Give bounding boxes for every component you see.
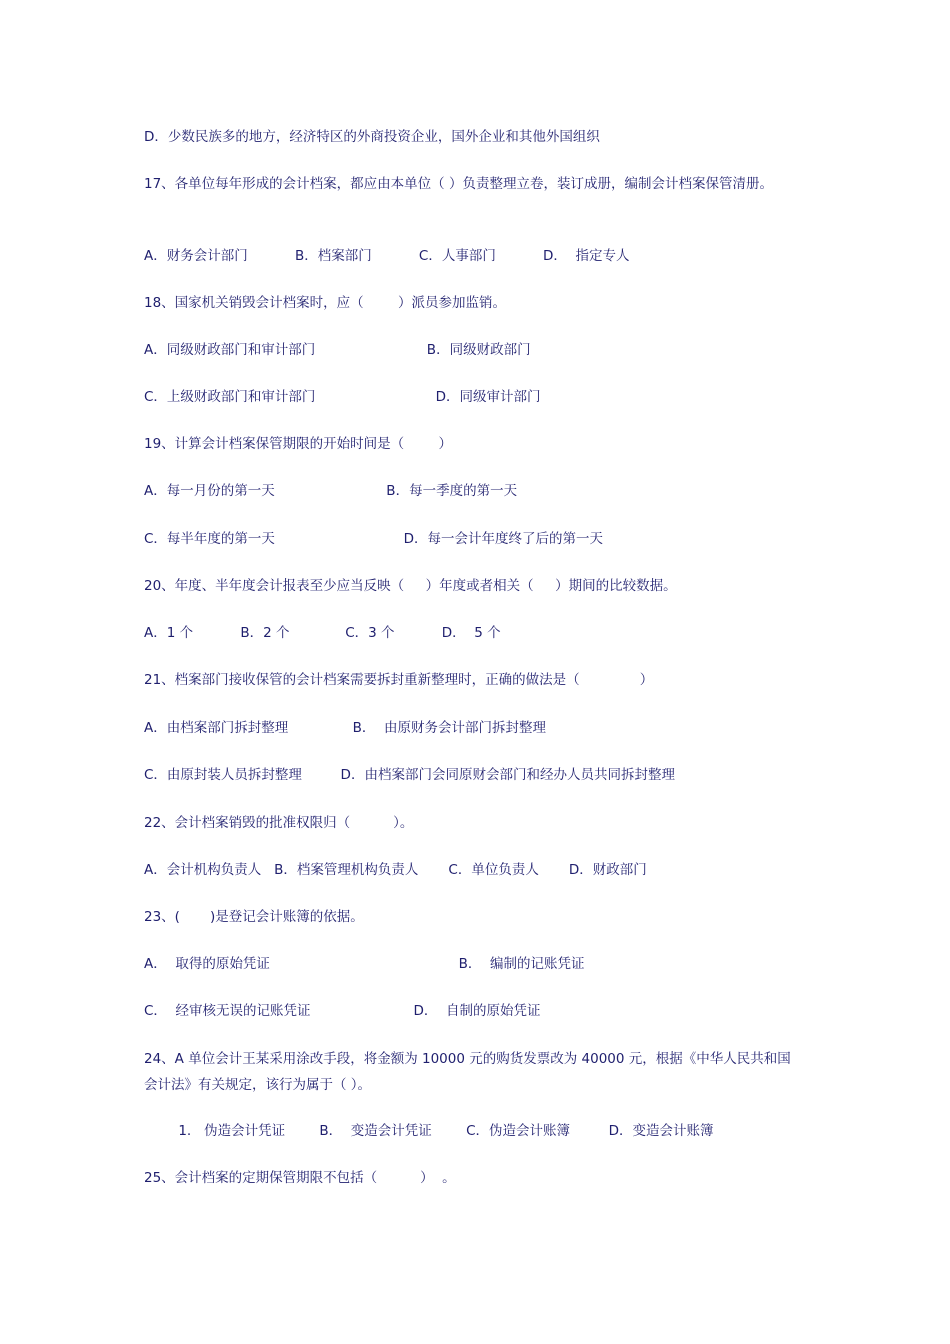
question-18: 18、国家机关销毁会计档案时，应（ ）派员参加监销。 bbox=[144, 295, 507, 311]
options-23-cd: C． 经审核无误的记账凭证 D． 自制的原始凭证 bbox=[144, 1003, 541, 1019]
options-20: A．1 个 B．2 个 C．3 个 D． 5 个 bbox=[144, 625, 501, 641]
options-18-cd: C．上级财政部门和审计部门 D．同级审计部门 bbox=[144, 389, 541, 405]
question-20: 20、年度、半年度会计报表至少应当反映（ ）年度或者相关（ ）期间的比较数据。 bbox=[144, 578, 677, 594]
option-line-16d: D．少数民族多的地方，经济特区的外商投资企业，国外企业和其他外国组织 bbox=[144, 129, 600, 145]
options-22: A．会计机构负责人 B．档案管理机构负责人 C．单位负责人 D．财政部门 bbox=[144, 862, 647, 878]
question-19: 19、计算会计档案保管期限的开始时间是（ ） bbox=[144, 436, 453, 452]
question-21: 21、档案部门接收保管的会计档案需要拆封重新整理时，正确的做法是（ ） bbox=[144, 672, 654, 688]
options-18-ab: A．同级财政部门和审计部门 B．同级财政部门 bbox=[144, 342, 531, 358]
question-24: 24、A 单位会计王某采用涂改手段，将金额为 10000 元的购货发票改为 40000 元，根据《中华人民共和国会计法》有关规定，该行为属于（ ）。 bbox=[144, 1051, 791, 1093]
options-24: 1. 伪造会计凭证 B． 变造会计凭证 C．伪造会计账簿 D．变造会计账簿 bbox=[144, 1123, 714, 1139]
options-19-ab: A．每一月份的第一天 B．每一季度的第一天 bbox=[144, 483, 518, 499]
question-17: 17、各单位每年形成的会计档案，都应由本单位（ ）负责整理立卷，装订成册，编制会计档案保管清册。 bbox=[144, 176, 773, 192]
question-23: 23、( )是登记会计账簿的依据。 bbox=[144, 909, 364, 925]
question-25: 25、会计档案的定期保管期限不包括（ ） 。 bbox=[144, 1170, 456, 1186]
options-19-cd: C．每半年度的第一天 D．每一会计年度终了后的第一天 bbox=[144, 531, 604, 547]
options-21-ab: A．由档案部门拆封整理 B． 由原财务会计部门拆封整理 bbox=[144, 720, 546, 736]
options-23-ab: A． 取得的原始凭证 B． 编制的记账凭证 bbox=[144, 956, 585, 972]
options-21-cd: C．由原封装人员拆封整理 D．由档案部门会同原财会部门和经办人员共同拆封整理 bbox=[144, 767, 675, 783]
question-22: 22、会计档案销毁的批准权限归（ ）。 bbox=[144, 815, 414, 831]
options-17: A．财务会计部门 B．档案部门 C．人事部门 D． 指定专人 bbox=[144, 248, 630, 264]
